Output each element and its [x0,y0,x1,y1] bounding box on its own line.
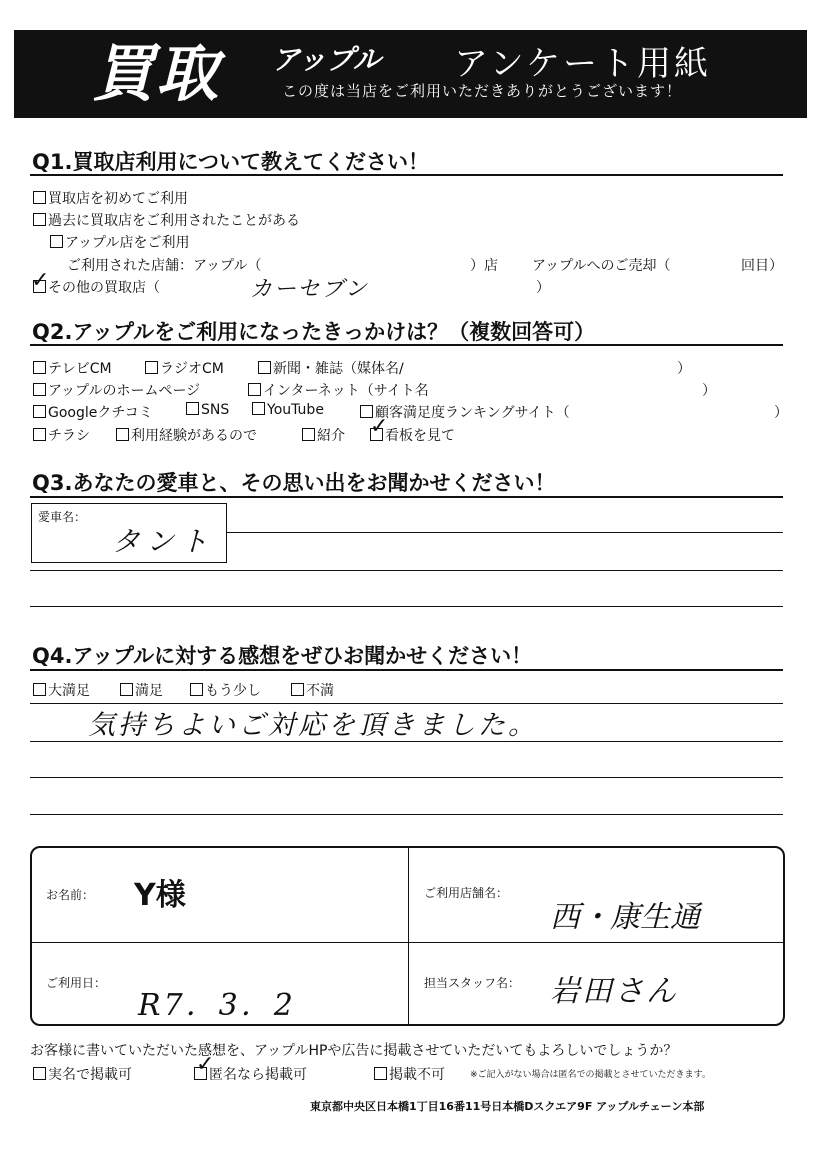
q3-write-line [30,606,783,607]
consent-note: ※ご記入がない場合は匿名での掲載とさせていただきます。 [470,1070,711,1080]
checkbox-icon [33,361,46,374]
checkbox-icon [50,235,63,248]
thanks-message: この度は当店をご利用いただきありがとうございます！ [282,82,683,100]
q2-signboard[interactable]: 看板を見て [370,425,455,445]
q2-flyer[interactable]: チラシ [33,425,90,445]
q1-other-store-value: カーセブン [250,277,369,302]
q1-other-store[interactable]: その他の買取店（ [33,277,160,297]
q2-homepage[interactable]: アップルのホームページ [33,380,200,400]
q4-little-more[interactable]: もう少し [190,680,261,700]
checkbox-icon [186,402,199,415]
q3-rule [30,496,783,498]
checkbox-icon [145,361,158,374]
q4-satisfied[interactable]: 満足 [120,680,163,700]
staff-label: 担当スタッフ名： [424,976,521,990]
q1-apple-store[interactable]: アップル店をご利用 [50,232,189,252]
q1-title: Q1.買取店利用について教えてください！ [32,150,430,174]
name-value[interactable]: Y様 [134,878,186,913]
form-title: アンケート用紙 [454,44,711,84]
q3-write-line [227,532,783,533]
checkbox-icon [33,383,46,396]
checkmark-icon: ✓ [31,268,50,293]
date-label: ご利用日： [46,976,107,990]
q2-google[interactable]: Googleクチコミ [33,402,153,422]
apple-logo: アップル [272,43,381,76]
checkbox-icon [33,191,46,204]
name-label: お名前： [46,888,95,902]
checkbox-icon [291,683,304,696]
checkbox-icon [120,683,133,696]
q4-rule [30,669,783,671]
q4-very-satisfied[interactable]: 大満足 [33,680,90,700]
q3-title: Q3.あなたの愛車と、その思い出をお聞かせください！ [32,471,556,495]
q4-title: Q4.アップルに対する感想をぜひお聞かせください！ [32,644,533,668]
checkbox-icon [33,683,46,696]
car-name-box[interactable] [31,503,227,563]
checkbox-icon [33,213,46,226]
q4-comment: 気持ちよいご対応を頂きました。 [88,710,538,741]
q2-ranking-close: ） [774,405,788,421]
checkbox-icon [33,405,46,418]
checkbox-icon [252,402,265,415]
consent-real-name[interactable]: 実名で掲載可 [33,1064,132,1084]
q4-write-line [30,741,783,742]
q2-newspaper[interactable]: 新聞・雑誌（媒体名/ [258,358,404,378]
q1-store-label: ご利用された店舗：アップル（ [67,258,262,274]
checkbox-icon [258,361,271,374]
checkmark-icon: ✓ [370,414,389,439]
q2-ranking[interactable]: 顧客満足度ランキングサイト（ [360,402,570,422]
store-value[interactable]: 西・康生通 [550,900,700,935]
checkbox-icon [302,428,315,441]
checkbox-icon [116,428,129,441]
panel-divider [32,942,783,943]
store-label: ご利用店舗名： [424,886,509,900]
q1-other-close: ） [536,280,550,296]
header-banner [14,30,807,118]
q2-internet[interactable]: インターネット（サイト名 [248,380,429,400]
staff-value[interactable]: 岩田さん [550,974,678,1009]
q1-sold-suffix: 回目） [741,258,783,274]
q2-sns[interactable]: SNS [186,402,229,418]
customer-info-panel [30,846,785,1026]
q1-past-use[interactable]: 過去に買取店をご利用されたことがある [33,210,300,230]
q2-experience[interactable]: 利用経験があるので [116,425,257,445]
footer-address: 東京都中央区日本橋1丁目16番11号日本橋Dスクエア9F アップルチェーン本部 [310,1100,705,1113]
q1-rule [30,174,783,176]
q4-write-line [30,777,783,778]
consent-question: お客様に書いていただいた感想を、アップルHPや広告に掲載させていただいてもよろしいでしょうか？ [30,1043,678,1059]
q3-write-line [30,570,783,571]
car-name-label: 愛車名： [38,510,87,524]
q4-write-line [30,814,783,815]
checkbox-icon [33,428,46,441]
q2-internet-close: ） [702,383,716,399]
q2-radio-cm[interactable]: ラジオCM [145,358,224,378]
q1-sold-label: アップルへのご売却（ [532,258,671,274]
consent-anonymous[interactable]: 匿名なら掲載可 [194,1064,307,1084]
q2-tv-cm[interactable]: テレビCM [33,358,112,378]
kaitori-logo: 買取 [92,37,221,110]
consent-not-allowed[interactable]: 掲載不可 [374,1064,445,1084]
q2-newspaper-close: ） [677,361,691,377]
q2-referral[interactable]: 紹介 [302,425,345,445]
date-value[interactable]: R7．3．2 [138,988,296,1023]
q4-dissatisfied[interactable]: 不満 [291,680,334,700]
checkbox-icon [190,683,203,696]
q2-youtube[interactable]: YouTube [252,402,324,418]
q1-store-suffix: ）店 [470,258,498,274]
q2-rule [30,344,783,346]
checkmark-icon: ✓ [196,1052,215,1077]
car-name-value: タント [112,525,215,558]
checkbox-icon [374,1067,387,1080]
q1-first-time[interactable]: 買取店を初めてご利用 [33,188,188,208]
q2-title: Q2.アップルをご利用になったきっかけは？（複数回答可） [32,320,596,344]
checkbox-icon [248,383,261,396]
checkbox-icon [33,1067,46,1080]
panel-divider [408,848,409,1024]
